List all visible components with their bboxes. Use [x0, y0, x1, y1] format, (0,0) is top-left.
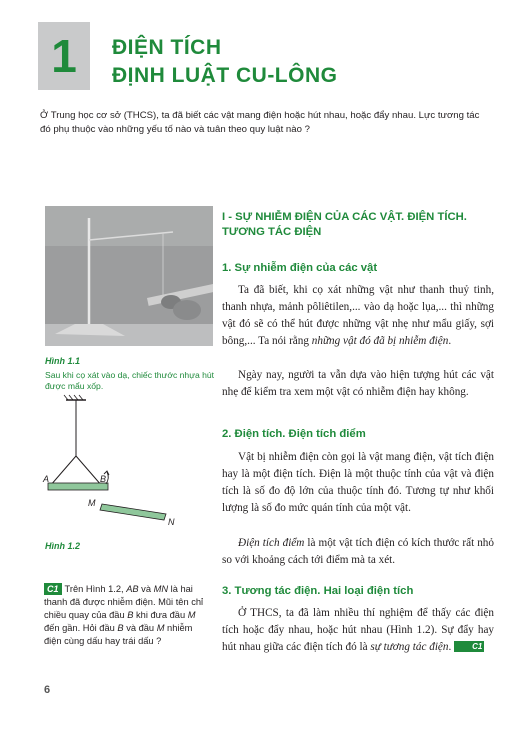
paragraph-4 [222, 535, 494, 569]
c1-text: đến gần. Hỏi đầu [44, 623, 118, 633]
paragraph-2: Ngày nay, người ta vẫn dựa vào hiện tượng hút các vật nhẹ để kiểm tra xem một vật có nhiễm điện hay không. [222, 369, 494, 398]
c1-text: là hai thanh đã được nhiễm điện. Mũi tên chỉ chiều quay của đầu [44, 584, 204, 620]
c1-inline-badge: C1 [454, 641, 484, 652]
c1-m: M [187, 610, 196, 620]
c1-b: B [127, 610, 134, 620]
c1-text: và đầu [123, 623, 157, 633]
c1-text: và [138, 584, 154, 594]
c1-text: khi đưa đầu [133, 610, 188, 620]
c1-mn: MN [153, 584, 169, 594]
c1-badge: C1 [44, 583, 62, 595]
photo-illustration [45, 206, 213, 346]
c1-text: Trên Hình 1.2, [64, 584, 127, 594]
paragraph-5-end: . [448, 641, 455, 653]
figure-1-2-svg [40, 390, 200, 530]
subsection-heading-2: 2. Điện tích. Điện tích điểm [222, 428, 366, 440]
subsection-heading-3: 3. Tương tác điện. Hai loại điện tích [222, 585, 414, 597]
paragraph-1-end: . [448, 335, 452, 347]
paragraph-1-emphasis: những vật đó đã bị nhiễm điện [311, 335, 449, 347]
figure-1-1-title: Hình 1.1 [45, 356, 81, 366]
c1-m: M [156, 623, 165, 633]
label-b: B [100, 474, 107, 484]
label-a: A [43, 474, 50, 484]
intro-paragraph: Ở Trung học cơ sở (THCS), ta đã biết các vật mang điện hoặc hút nhau, hoặc đẩy nhau. Lực tương tác đó phụ thuộc vào những yếu tố nào và tuân theo quy luật nào ? [40, 110, 480, 135]
paragraph-5 [222, 605, 494, 656]
figure-1-2-diagram [40, 390, 200, 530]
section-heading: I - SỰ NHIỄM ĐIỆN CỦA CÁC VẬT. ĐIỆN TÍCH. TƯƠNG TÁC ĐIỆN [222, 211, 467, 238]
figure-1-1-caption: Sau khi cọ xát vào dạ, chiếc thước nhựa hút được mẩu xốp. [45, 370, 215, 391]
paragraph-3: Vật bị nhiễm điện còn gọi là vật mang điện, vật tích điện hay là một điện tích. Điện là một thuộc tính của vật và điện tích là số đo độ lớn của thuộc tính đó. Tương tự như khối lượng là số đo mức quán tính của một vật. [222, 451, 494, 514]
page-number: 6 [44, 684, 51, 696]
paragraph-1 [222, 282, 494, 350]
figure-1-1-photo [45, 206, 213, 346]
page-title-line1: ĐIỆN TÍCH [112, 36, 222, 59]
paragraph-4-emphasis: Điện tích điểm [238, 537, 305, 549]
paragraph-4-text: là một vật tích điện có kích thước rất nhỏ so với khoảng cách tới điểm mà ta xét. [222, 537, 494, 566]
subsection-heading-1: 1. Sự nhiễm điện của các vật [222, 262, 378, 274]
page-title-line2: ĐỊNH LUẬT CU-LÔNG [112, 64, 338, 87]
c1-ab: AB [126, 584, 139, 594]
chapter-number: 1 [51, 30, 77, 82]
c1-question [44, 583, 204, 648]
paragraph-5-emphasis: sự tương tác điện [370, 641, 449, 653]
label-n: N [168, 517, 175, 527]
c1-b: B [117, 623, 124, 633]
c1-text: nhiễm điện cùng dấu hay trái dấu ? [44, 623, 193, 646]
label-m: M [88, 498, 96, 508]
chapter-number-box [38, 22, 90, 90]
paragraph-1-text: Ta đã biết, khi cọ xát những vật như thanh thuỷ tinh, thanh nhựa, mảnh pôliêtilen,... vào dạ hoặc lụa,... thì những vật đó sẽ có thể hút được những vật nhẹ như mẩu giấy, sợi bông,... Ta nói rằng [222, 284, 494, 347]
paragraph-5-text: Ở THCS, ta đã làm nhiều thí nghiệm để thấy các điện tích hoặc đẩy nhau, hoặc hút nhau (Hình 1.2). Sự đẩy hay hút nhau giữa các điện tích đó là [222, 607, 494, 653]
figure-1-2-title: Hình 1.2 [45, 541, 81, 551]
